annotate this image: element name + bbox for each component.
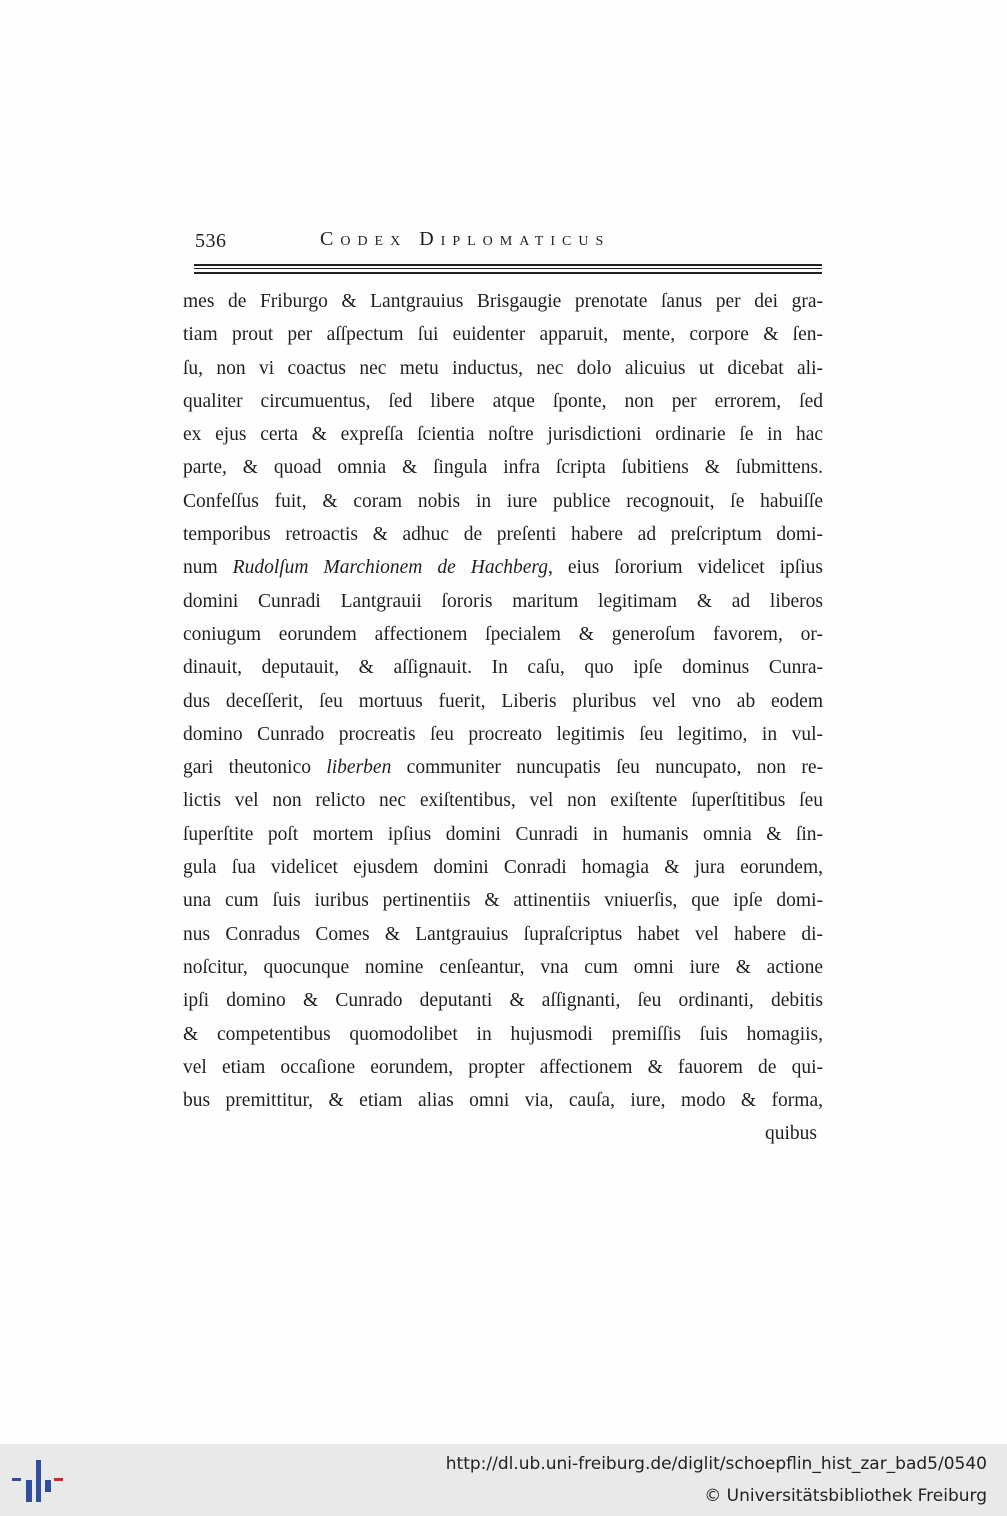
text-line: una cum ſuis iuribus pertinentiis & attinentiis vniuerſis, que ipſe domi- xyxy=(183,890,823,912)
header-rule xyxy=(194,272,822,274)
catchword: quibus xyxy=(764,1123,817,1145)
italic-word: liberben xyxy=(326,757,392,779)
text-line: bus premittitur, & etiam alias omni via, cauſa, iure, modo & forma, xyxy=(183,1090,823,1112)
text-line: gula ſua videlicet ejusdem domini Conradi homagia & jura eorundem, xyxy=(183,857,823,879)
text-line: dinauit, deputauit, & aſſignauit. In caſu, quo ipſe dominus Cunra- xyxy=(183,657,823,679)
text-line: mes de Friburgo & Lantgrauius Brisgaugie prenotate ſanus per dei gra- xyxy=(183,291,823,312)
copyright-text: © Universitätsbibliothek Freiburg xyxy=(704,1486,987,1506)
text-line-with-italic xyxy=(183,751,823,784)
text-line: Confeſſus fuit, & coram nobis in iure publice recognouit, ſe habuiſſe xyxy=(183,490,823,512)
text-line: ex ejus certa & expreſſa ſcientia noſtre jurisdictioni ordinarie ſe in hac xyxy=(183,424,823,446)
source-url-link[interactable]: http://dl.ub.uni-freiburg.de/diglit/schoepflin_hist_zar_bad5/0540 xyxy=(445,1454,987,1474)
text-segment: communiter nuncupatis ſeu nuncupato, non re- xyxy=(391,757,823,779)
text-line: ipſi domino & Cunrado deputanti & aſſignanti, ſeu ordinanti, debitis xyxy=(183,990,823,1012)
text-line: ſuperſtite poſt mortem ipſius domini Cunradi in humanis omnia & ſin- xyxy=(183,823,823,845)
header-rule xyxy=(194,268,822,269)
italic-name: Rudolſum Marchionem de Hachberg xyxy=(232,557,549,579)
text-line: noſcitur, quocunque nomine cenſeantur, vna cum omni iure & actione xyxy=(183,956,823,978)
text-line: domino Cunrado procreatis ſeu procreato legitimis ſeu legitimo, in vul- xyxy=(183,723,823,745)
text-line: domini Cunradi Lantgrauii ſororis maritum legitimam & ad liberos xyxy=(183,590,823,612)
running-head xyxy=(192,226,822,256)
footer-bar xyxy=(0,1444,1007,1516)
text-line: coniugum eorundem affectionem ſpecialem & generoſum favorem, or- xyxy=(183,623,823,645)
text-line: qualiter circumuentus, ſed libere atque ſponte, non per errorem, ſed xyxy=(183,390,823,412)
body-text xyxy=(183,285,823,1151)
header-rule xyxy=(194,264,822,266)
running-title: Codex Diplomaticus xyxy=(320,228,611,250)
text-line: lictis vel non relicto nec exiſtentibus, vel non exiſtente ſuperſtitibus ſeu xyxy=(183,790,823,812)
text-line: tiam prout per aſſpectum ſui euidenter apparuit, mente, corpore & ſen- xyxy=(183,324,823,346)
ub-freiburg-logo-icon[interactable] xyxy=(12,1456,64,1506)
text-line: dus deceſſerit, ſeu mortuus fuerit, Liberis pluribus vel vno ab eodem xyxy=(183,690,823,712)
text-line: parte, & quoad omnia & ſingula infra ſcripta ſubitiens & ſubmittens. xyxy=(183,457,823,479)
text-segment: gari theutonico xyxy=(183,757,327,779)
text-line: temporibus retroactis & adhuc de preſenti habere ad preſcriptum domi- xyxy=(183,524,823,546)
text-line-with-italic xyxy=(183,551,823,584)
text-line: ſu, non vi coactus nec metu inductus, nec dolo alicuius ut dicebat ali- xyxy=(183,357,823,379)
page-number: 536 xyxy=(195,230,227,252)
text-line: & competentibus quomodolibet in hujusmodi premiſſis ſuis homagiis, xyxy=(183,1023,823,1045)
text-segment: , eius ſororium videlicet ipſius xyxy=(548,557,823,579)
text-line: nus Conradus Comes & Lantgrauius ſupraſcriptus habet vel habere di- xyxy=(183,923,823,945)
text-segment: num xyxy=(183,557,233,579)
text-line: vel etiam occaſione eorundem, propter affectionem & fauorem de qui- xyxy=(183,1056,823,1078)
